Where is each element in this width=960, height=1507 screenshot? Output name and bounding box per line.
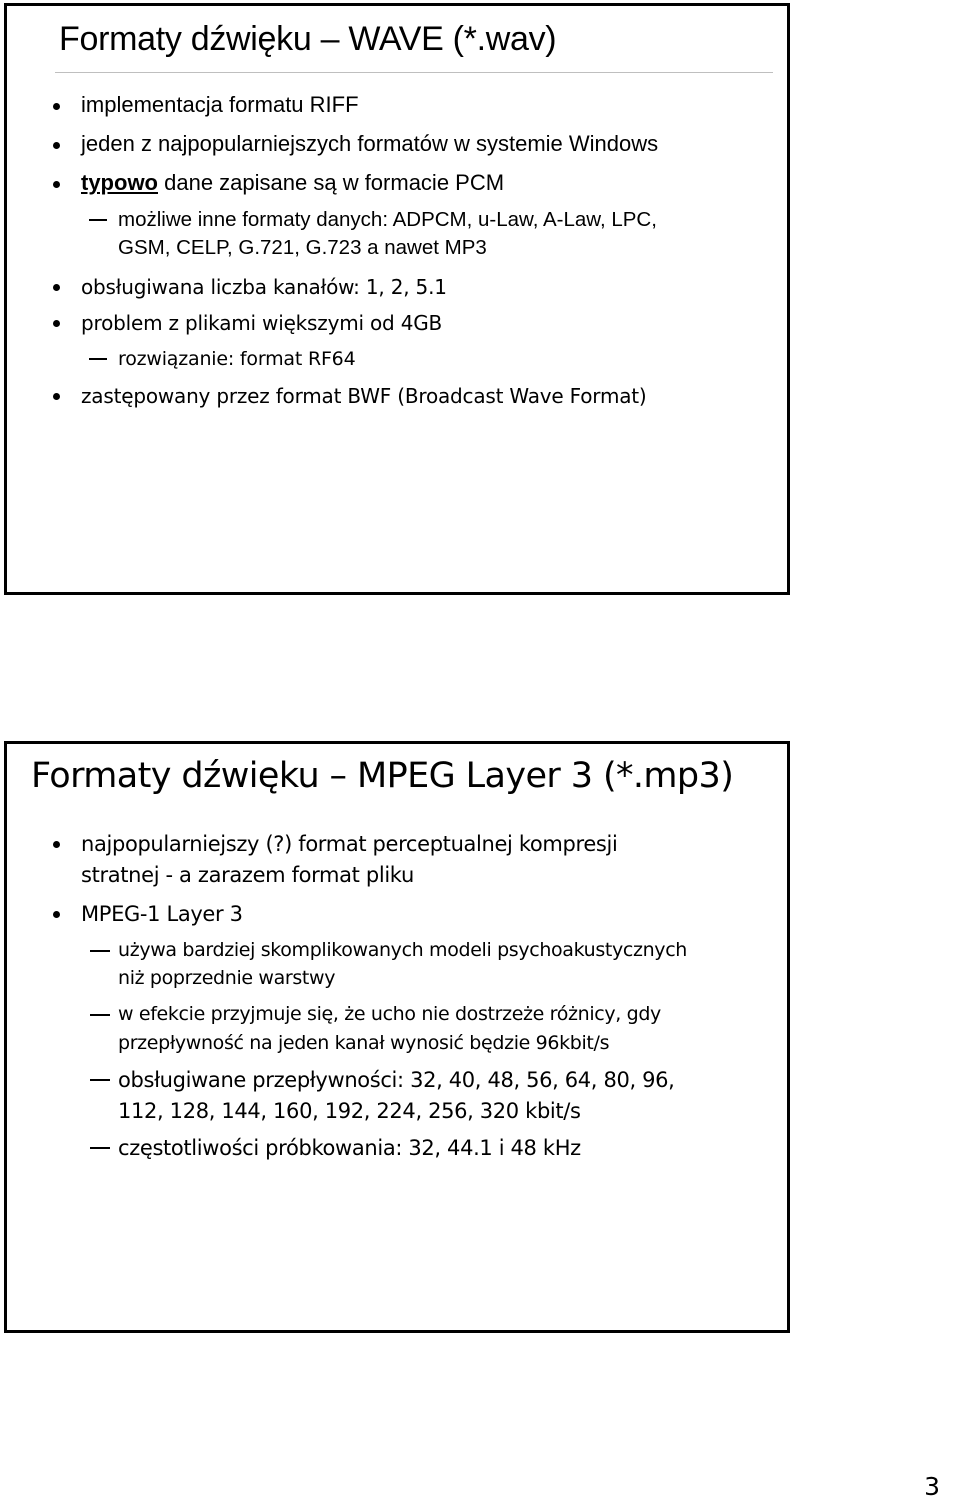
sub-item-continuation: przepływność na jeden kanał wynosić będzie 96kbit/s (118, 1032, 610, 1054)
sub-item: możliwe inne formaty danych: ADPCM, u-Law, A-Law, LPC, (118, 205, 657, 235)
slide-title: Formaty dźwięku – WAVE (*.wav) (59, 20, 557, 58)
page-number: 3 (924, 1472, 940, 1501)
emphasis-text: typowo (81, 170, 158, 195)
sub-item-continuation: niż poprzednie warstwy (118, 967, 336, 989)
sub-item: rozwiązanie: format RF64 (118, 344, 355, 374)
sub-item-continuation: 112, 128, 144, 160, 192, 224, 256, 320 kbit/s (118, 1099, 581, 1123)
slide-wave (4, 3, 790, 595)
bullet-item: jeden z najpopularniejszych formatów w systemie Windows (81, 129, 658, 159)
bullet-item: problem z plikami większymi od 4GB (81, 308, 442, 338)
slide-title: Formaty dźwięku – MPEG Layer 3 (*.mp3) (31, 756, 734, 796)
bullet-item (81, 168, 504, 198)
slide-mp3 (4, 741, 790, 1333)
bullet-item: najpopularniejszy (?) format perceptualnej kompresji (81, 829, 617, 859)
sub-item: częstotliwości próbkowania: 32, 44.1 i 48 kHz (118, 1133, 581, 1163)
bullet-item: implementacja formatu RIFF (81, 90, 359, 120)
bullet-item-continuation: stratnej - a zarazem format pliku (81, 863, 414, 887)
bullet-item: obsługiwana liczba kanałów: 1, 2, 5.1 (81, 272, 447, 302)
sub-item: w efekcie przyjmuje się, że ucho nie dostrzeże różnicy, gdy (118, 1000, 661, 1029)
bullet-text: dane zapisane są w formacie PCM (158, 170, 505, 195)
sub-item: używa bardziej skomplikowanych modeli psychoakustycznych (118, 936, 687, 965)
bullet-item: zastępowany przez format BWF (Broadcast Wave Format) (81, 381, 647, 411)
sub-item: obsługiwane przepływności: 32, 40, 48, 56, 64, 80, 96, (118, 1065, 674, 1095)
sub-item-continuation: GSM, CELP, G.721, G.723 a nawet MP3 (118, 236, 487, 259)
title-divider (55, 72, 773, 73)
bullet-item: MPEG-1 Layer 3 (81, 899, 243, 929)
